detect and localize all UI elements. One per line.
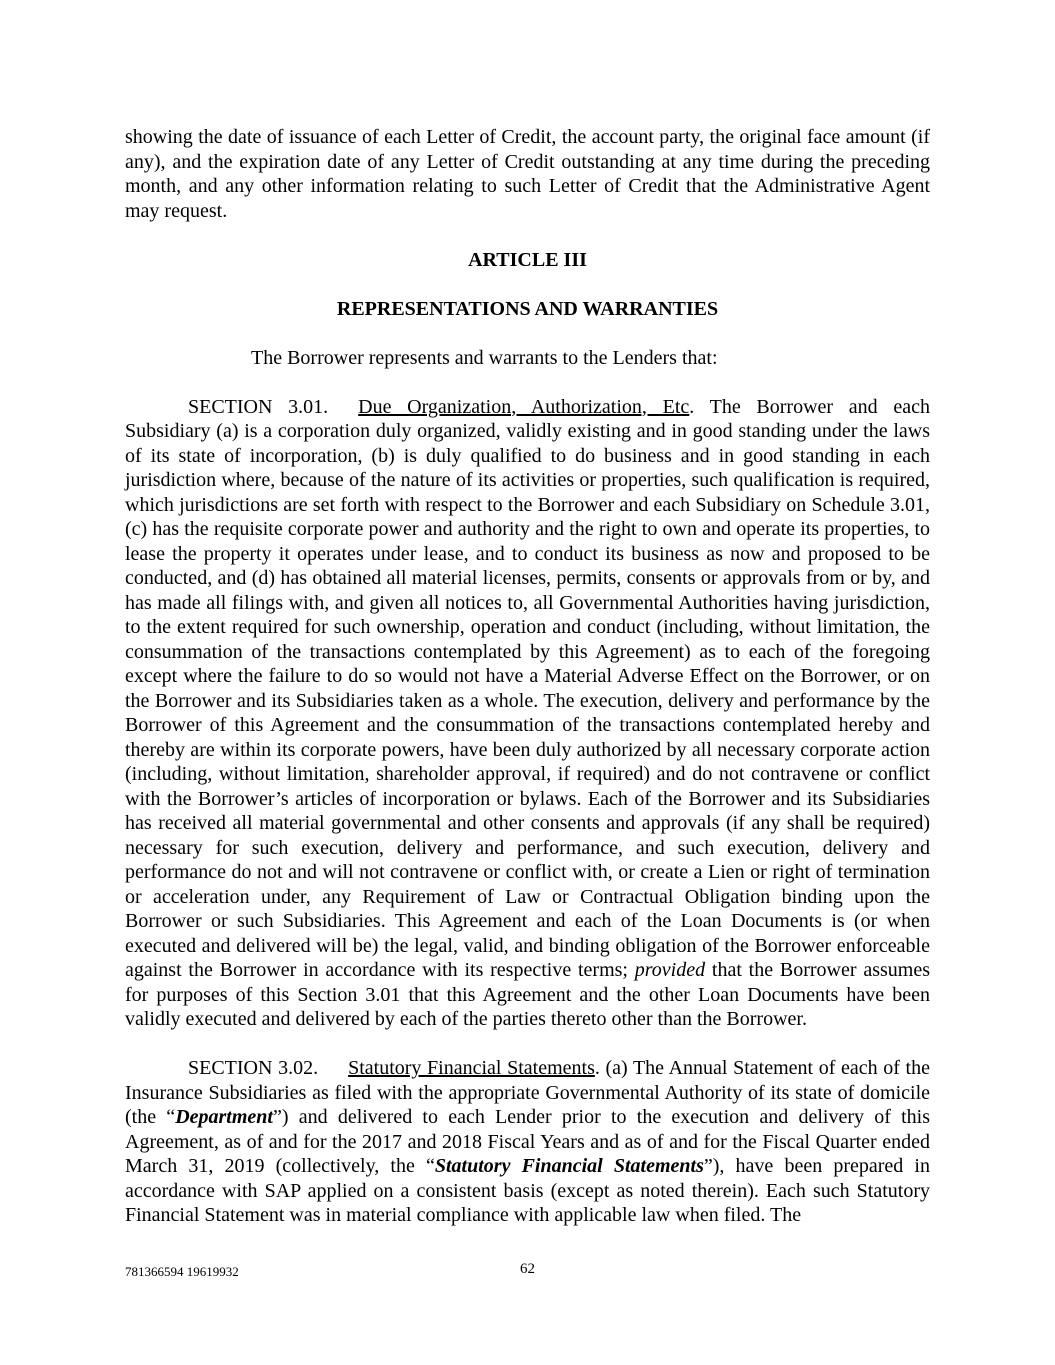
text-run-plain: . (a) The Annual Statement of each of the Insurance Subsidiaries as filed with the appropriate Governmental Authority of its state of domicile (the “ [125, 1057, 930, 1128]
document-content [125, 125, 930, 1252]
text-run-plain: SECTION 3.02. [188, 1057, 349, 1079]
footer-page-number: 62 [520, 1261, 535, 1277]
footer-doc-id: 781366594 19619932 [125, 1264, 239, 1279]
section-3-02-paragraph [125, 1056, 930, 1228]
text-run-underline: Due Organization, Authorization, Etc [358, 395, 690, 418]
text-run-plain: SECTION 3.01. [188, 395, 359, 418]
article-heading: ARTICLE III [468, 248, 587, 271]
text-run-underline: Statutory Financial Statements [348, 1057, 595, 1079]
text-run-plain: ”), have been prepared in accordance with SAP applied on a consistent basis (except as noted therein). Each such Statutory Financial Statement was in material compliance with applicable law when filed. The [125, 1155, 930, 1226]
section-3-01-paragraph [125, 395, 930, 1032]
text-run-plain: . The Borrower and each Subsidiary (a) is a corporation duly organized, validly existing and in good standing under the laws of its state of incorporation, (b) is duly qualified to do business and in good standing in each jurisdiction where, because of the nature of its activities or properties, such qualification is required, which jurisdictions are set forth with respect to the Borrower and each Subsidiary on Schedule 3.01, (c) has the requisite corporate power and authority and the right to own and operate its properties, to lease the property it operates under lease, and to conduct its business as now and proposed to be conducted, and (d) has obtained all material licenses, permits, consents or approvals from or by, and has made all filings with, and given all notices to, all Governmental Authorities having jurisdiction, to the extent required for such ownership, operation and conduct (including, without limitation, the consummation of the transactions contemplated by this Agreement) as to each of the foregoing except where the failure to do so would not have a Material Adverse Effect on the Borrower, or on the Borrower and its Subsidiaries taken as a whole. The execution, delivery and performance by the Borrower of this Agreement and the consummation of the transactions contemplated hereby and thereby are within its corporate powers, have been duly authorized by all necessary corporate action (including, without limitation, shareholder approval, if required) and do not contravene or conflict with the Borrower’s articles of incorporation or bylaws. Each of the Borrower and its Subsidiaries has received all material governmental and other consents and approvals (if any shall be required) necessary for such execution, delivery and performance, and such execution, delivery and performance do not and will not contravene or conflict with, or create a Lien or right of termination or acceleration under, any Requirement of Law or Contractual Obligation binding upon the Borrower or such Subsidiaries. This Agreement and each of the Loan Documents is (or when executed and delivered will be) the legal, valid, and binding obligation of the Borrower enforceable against the Borrower in accordance with its respective terms; [125, 395, 930, 981]
text-run-plain: that the Borrower assumes for purposes of this Section 3.01 that this Agreement and the other Loan Documents have been validly executed and delivered by each of the parties thereto other than the Borrower. [125, 959, 930, 1030]
text-run-bolditalic: Department [175, 1106, 273, 1128]
preamble-paragraph: The Borrower represents and warrants to the Lenders that: [251, 346, 718, 369]
text-run-bolditalic: Statutory Financial Statements [434, 1155, 704, 1177]
text-run-italic: provided [634, 959, 706, 981]
text-run-plain: ”) and delivered to each Lender prior to the execution and delivery of this Agreement, as of and for the 2017 and 2018 Fiscal Years and as of and for the Fiscal Quarter ended March 31, 2019 (collectively, the “ [125, 1106, 930, 1177]
continuation-paragraph: showing the date of issuance of each Letter of Credit, the account party, the original face amount (if any), and the expiration date of any Letter of Credit outstanding at any time during the preceding month, and any other information relating to such Letter of Credit that the Administrative Agent may request. [125, 126, 930, 222]
page-footer [0, 1260, 1055, 1284]
article-subheading: REPRESENTATIONS AND WARRANTIES [336, 297, 719, 320]
